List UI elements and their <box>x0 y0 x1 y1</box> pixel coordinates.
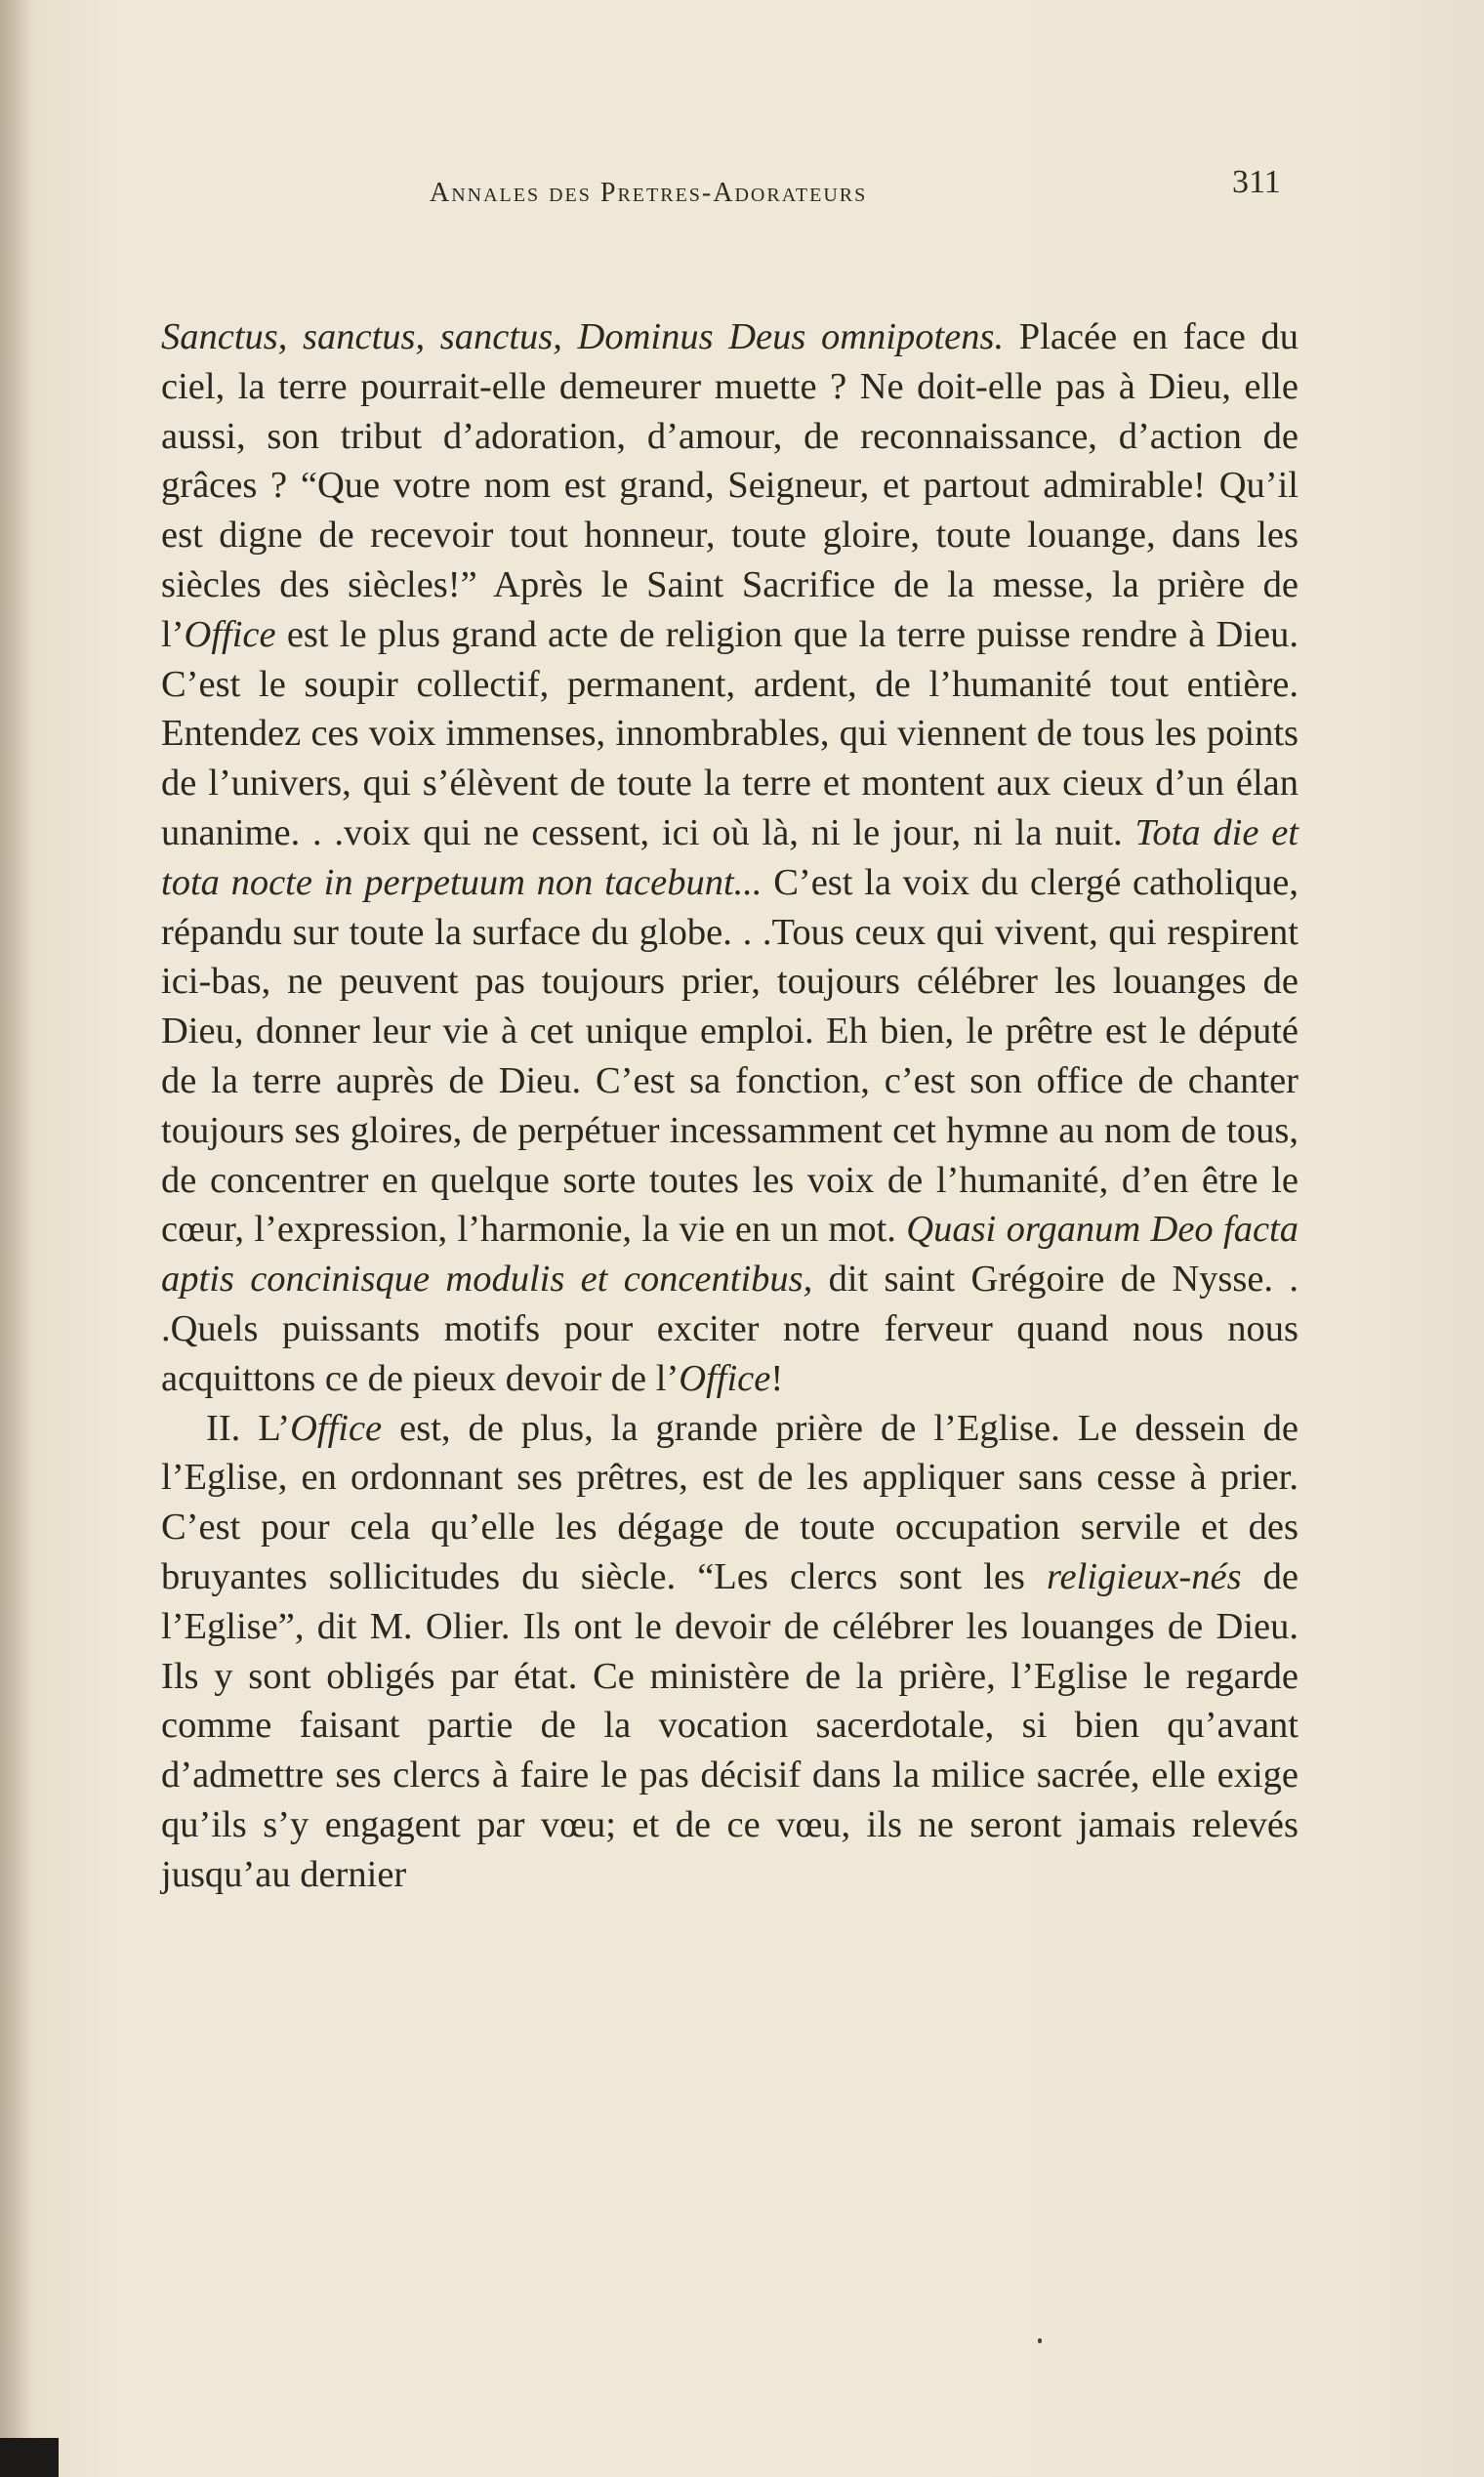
italic-text-run: Quasi organum Deo facta aptis concinisque modulis et concentibus, <box>161 1209 1298 1300</box>
text-run: dit saint Grégoire de Nysse. . .Quels puissants motifs pour exciter notre ferveur quand nous nous acquittons ce de pieux devoir de l’ <box>161 1259 1298 1399</box>
page-number: 311 <box>1232 164 1281 200</box>
text-run: de l’Eglise”, dit M. Olier. Ils ont le devoir de célébrer les louanges de Dieu. Ils y sont obligés par état. Ce ministère de la prière, l’Eglise le regarde comme faisant partie de la vocation sacerdotale, si bien qu’avant d’admettre ses clercs à faire le pas décisif dans la milice sacrée, elle exige qu’ils s’y engagent par vœu; et de ce vœu, ils ne seront jamais relevés jusqu’au dernier <box>161 1555 1298 1895</box>
body-text <box>161 312 1298 1900</box>
page-edge-shadow <box>0 2438 59 2477</box>
italic-text-run: Tota die et tota nocte in perpetuum non tacebunt... <box>161 811 1298 903</box>
paragraph-2 <box>161 1404 1298 1900</box>
text-run: ! <box>770 1357 784 1399</box>
spine-shadow <box>0 0 31 2477</box>
text-run: est, de plus, la grande prière de l’Eglise. Le dessein de l’Eglise, en ordonnant ses prêtres, est de les appliquer sans cesse à prier. C’est pour cela qu’elle les dégage de toute occupation servile et des bruyantes sollicitudes du siècle. “Les clercs sont les <box>161 1407 1298 1597</box>
italic-text-run: Sanctus, sanctus, sanctus, Dominus Deus omnipotens. <box>161 316 1005 357</box>
paragraph-1 <box>161 312 1298 1404</box>
text-run: Placée en face du ciel, la terre pourrait-elle demeurer muette ? Ne doit-elle pas à Dieu, elle aussi, son tribut d’adoration, d’amour, de reconnaissance, d’action de grâces ? “Que votre nom est grand, Seigneur, et partout admirable! Qu’il est digne de recevoir tout honneur, toute gloire, toute louange, dans les siècles des siècles!” Après le Saint Sacrifice de la messe, la prière de l’ <box>161 316 1298 655</box>
text-run: II. L’ <box>206 1407 291 1449</box>
text-run: C’est la voix du clergé catholique, répandu sur toute la surface du globe. . .Tous ceux qui vivent, qui respirent ici-bas, ne peuvent pas toujours prier, toujours célébrer les louanges de Dieu, donner leur vie à cet unique emploi. Eh bien, le prêtre est le député de la terre auprès de Dieu. C’est sa fonction, c’est son office de chanter toujours ses gloires, de perpétuer incessamment cet hymne au nom de tous, de concentrer en quelque sorte toutes les voix de l’humanité, d’en être le cœur, l’expression, l’harmonie, la vie en un mot. <box>161 861 1298 1251</box>
italic-text-run: Office <box>679 1357 771 1399</box>
italic-text-run: Office <box>290 1407 383 1449</box>
running-head: Annales des Pretres-Adorateurs <box>430 178 868 208</box>
ink-speck <box>1038 2338 1042 2343</box>
italic-text-run: Office <box>184 613 276 655</box>
text-run: est le plus grand acte de religion que la terre puisse rendre à Dieu. C’est le soupir collectif, permanent, ardent, de l’humanité tout entière. Entendez ces voix immenses, innombrables, qui viennent de tous les points de l’univers, qui s’élèvent de toute la terre et montent aux cieux d’un élan unanime. . .voix qui ne cessent, ici où là, ni le jour, ni la nuit. <box>161 613 1298 853</box>
italic-text-run: religieux-nés <box>1047 1555 1242 1597</box>
